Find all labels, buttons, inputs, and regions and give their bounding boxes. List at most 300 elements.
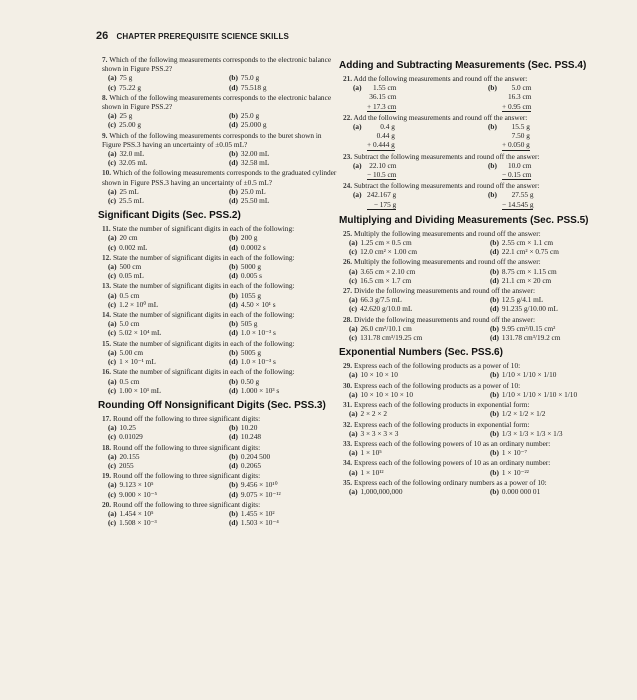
option-letter: (b): [229, 451, 238, 461]
question-text: State the number of significant digits in each of the following:: [112, 281, 295, 291]
option: [229, 243, 342, 252]
option-value: 1 × 10⁻²²: [501, 467, 529, 477]
option: [229, 73, 342, 82]
term: + 0.95 cm: [502, 101, 532, 111]
answer-options: [102, 423, 342, 441]
question-stem: [343, 315, 623, 324]
option: [108, 386, 221, 395]
option-value: 1.503 × 10⁻⁴: [240, 518, 279, 528]
stacked-terms: [502, 161, 531, 180]
term: + 17.3 cm: [367, 101, 397, 111]
term: 1.55 cm: [372, 83, 397, 93]
question: [343, 286, 623, 314]
option-letter: (a): [353, 122, 362, 132]
option-value: 25 g: [119, 111, 133, 121]
answer-options: [102, 111, 342, 129]
question-text: Which of the following measurements corresponds to the electronic balance shown in Figure PSS.2?: [102, 92, 332, 112]
option-letter: (d): [229, 489, 238, 499]
option: [108, 432, 221, 441]
option-value: 16.5 cm × 1.7 cm: [360, 275, 412, 285]
option: [108, 509, 221, 518]
option-value: 0.5 cm: [119, 376, 140, 386]
term: 16.3 cm: [507, 92, 532, 102]
option: [108, 518, 221, 527]
option: [108, 490, 221, 499]
question-number: 11.: [102, 224, 111, 234]
option-letter: (b): [490, 486, 499, 496]
question: [102, 253, 342, 281]
question-number: 18.: [102, 442, 112, 452]
stacked-terms: [367, 161, 396, 180]
question-number: 12.: [102, 252, 112, 262]
option-value: 12.0 cm² × 1.00 cm: [360, 247, 418, 257]
option-letter: (b): [229, 376, 238, 386]
page-header: [96, 30, 289, 42]
option: [229, 271, 342, 280]
option-letter: (c): [108, 82, 117, 92]
option-letter: (d): [229, 82, 238, 92]
option-letter: (b): [229, 111, 238, 121]
term: 7.50 g: [511, 131, 530, 141]
option-value: 75 g: [119, 73, 133, 83]
option-value: 1 × 10⁵: [360, 448, 382, 458]
option: [229, 490, 342, 499]
question-stem: [343, 478, 623, 487]
question-text: Subtract the following measurements and round off the answer:: [353, 181, 540, 191]
page-number: 26: [96, 30, 109, 42]
option-letter: (c): [108, 518, 117, 528]
option-value: 2055: [119, 460, 134, 470]
term: 15.5 g: [511, 122, 530, 132]
question-number: 17.: [102, 413, 112, 423]
option-value: 0.204 500: [240, 451, 271, 461]
option: [108, 357, 221, 366]
term: 27.55 g: [511, 190, 534, 200]
answer-options: [102, 348, 342, 366]
option-value: 1 × 10¹²: [360, 467, 384, 477]
option-letter: (a): [353, 190, 362, 200]
answer-options: [102, 319, 342, 337]
question-number: 30.: [343, 380, 353, 390]
option-value: 1,000,000,000: [360, 486, 403, 496]
option-letter: (a): [108, 73, 117, 83]
answer-options: [343, 370, 623, 379]
option: [229, 83, 342, 92]
question-text: Express each of the following ordinary numbers as a power of 10:: [353, 477, 547, 487]
question-number: 31.: [343, 400, 353, 410]
option-letter: (a): [108, 262, 117, 272]
option-letter: (a): [353, 160, 362, 170]
option-letter: (b): [490, 428, 499, 438]
option-value: 1.25 cm × 0.5 cm: [360, 238, 412, 248]
term: − 10.5 cm: [367, 170, 397, 180]
answer-options: [102, 377, 342, 395]
option: [349, 267, 482, 276]
column-problems: [343, 122, 623, 151]
option-value: 5.0 cm: [119, 319, 140, 329]
question-number: 27.: [343, 286, 353, 296]
question-stem: [343, 113, 623, 122]
option: [349, 468, 482, 477]
question-text: Round off the following to three significant digits:: [112, 499, 261, 509]
question: [102, 168, 342, 205]
section-heading: Exponential Numbers (Sec. PSS.6): [339, 347, 503, 359]
option: [490, 333, 623, 342]
option-value: 131.78 cm³/19.2 cm: [501, 333, 561, 343]
option: [490, 468, 623, 477]
option-letter: (a): [349, 467, 358, 477]
option: [108, 120, 221, 129]
question-number: 16.: [102, 367, 112, 377]
question-text: Round off the following to three significant digits:: [112, 413, 261, 423]
question: [343, 152, 623, 181]
option-letter: (b): [488, 190, 497, 200]
option-letter: (b): [229, 233, 238, 243]
option-value: 10 × 10 × 10: [360, 370, 398, 380]
option-value: 4.50 × 10¹ s: [240, 299, 276, 309]
stacked-terms: [502, 83, 531, 112]
question: [343, 113, 623, 151]
question-number: 24.: [343, 181, 353, 191]
question-stem: [102, 443, 342, 452]
option-letter: (c): [108, 328, 117, 338]
option-letter: (d): [229, 432, 238, 442]
option-letter: (b): [229, 508, 238, 518]
option: [229, 480, 342, 489]
question-stem: [102, 131, 342, 149]
option: [349, 304, 482, 313]
option-value: 0.0002 s: [240, 242, 266, 252]
option: [108, 423, 221, 432]
column-problem: [353, 83, 488, 112]
option: [108, 111, 221, 120]
option: [229, 196, 342, 205]
question-number: 7.: [102, 55, 108, 64]
question-number: 29.: [343, 361, 353, 371]
option-value: 0.50 g: [240, 376, 260, 386]
option-value: 8.75 cm × 1.15 cm: [501, 266, 557, 276]
option-value: 32.0 mL: [119, 149, 145, 159]
option-letter: (a): [108, 508, 117, 518]
question: [343, 74, 623, 112]
option-value: 10.248: [240, 432, 261, 442]
option-letter: (c): [108, 196, 117, 206]
question-number: 20.: [102, 499, 112, 509]
right-column: [339, 55, 623, 497]
column-problem: [353, 122, 488, 151]
option-value: 9.123 × 10⁵: [119, 480, 154, 490]
option-letter: (b): [490, 448, 499, 458]
option-value: 0.05 mL: [119, 271, 144, 281]
option: [490, 370, 623, 379]
question-number: 15.: [102, 338, 112, 348]
option-letter: (d): [229, 120, 238, 130]
question-stem: [102, 414, 342, 423]
option: [108, 196, 221, 205]
option: [349, 324, 482, 333]
answer-options: [102, 262, 342, 280]
option-value: 5.02 × 10⁴ mL: [119, 328, 162, 338]
option: [490, 487, 623, 496]
stacked-terms: [502, 122, 530, 151]
answer-options: [102, 291, 342, 309]
option-letter: (d): [229, 357, 238, 367]
option-value: 1/10 × 1/10 × 1/10: [501, 370, 557, 380]
option-letter: (a): [108, 376, 117, 386]
option: [229, 262, 342, 271]
option: [349, 370, 482, 379]
option-letter: (d): [490, 247, 499, 257]
option-value: 9.075 × 10⁻¹²: [240, 489, 281, 499]
option: [229, 291, 342, 300]
option-letter: (b): [229, 262, 238, 272]
question: [102, 471, 342, 499]
question-text: Round off the following to three significant digits:: [112, 471, 261, 481]
option-letter: (d): [229, 518, 238, 528]
question-text: Round off the following to three significant digits:: [112, 442, 261, 452]
option: [229, 111, 342, 120]
column-problems: [343, 190, 623, 209]
option-value: 0.002 mL: [119, 242, 148, 252]
question-stem: [343, 361, 623, 370]
option-value: 200 g: [240, 233, 258, 243]
option-letter: (b): [229, 186, 238, 196]
option-letter: (a): [349, 486, 358, 496]
answer-options: [102, 73, 342, 91]
option: [229, 233, 342, 242]
option: [229, 328, 342, 337]
option-letter: (a): [349, 238, 358, 248]
question-number: 34.: [343, 458, 353, 468]
question-stem: [343, 152, 623, 161]
option-letter: (a): [108, 451, 117, 461]
option: [349, 448, 482, 457]
option-letter: (b): [229, 423, 238, 433]
option-letter: (c): [349, 304, 358, 314]
section-heading: Rounding Off Nonsignificant Digits (Sec. PSS.3): [98, 399, 326, 411]
option-letter: (a): [349, 295, 358, 305]
question-stem: [343, 229, 623, 238]
option: [490, 238, 623, 247]
question-number: 9.: [102, 130, 108, 140]
option: [490, 409, 623, 418]
question-number: 22.: [343, 112, 353, 122]
term: − 175 g: [367, 200, 396, 210]
question-text: State the number of significant digits in each of the following:: [112, 252, 295, 262]
question-text: Express each of the following products in exponential form:: [353, 419, 530, 429]
column-problem: [488, 161, 623, 180]
option-letter: (d): [229, 460, 238, 470]
option: [108, 480, 221, 489]
option-letter: (a): [108, 480, 117, 490]
option-letter: (d): [490, 333, 499, 343]
option: [349, 276, 482, 285]
term: + 0.050 g: [502, 140, 530, 150]
option-letter: (d): [490, 304, 499, 314]
question-text: Express each of the following products as a power of 10:: [353, 361, 521, 371]
question: [102, 367, 342, 395]
option-value: 22.1 cm² × 0.75 cm: [501, 247, 559, 257]
question-text: State the number of significant digits in each of the following:: [112, 367, 295, 377]
option: [229, 319, 342, 328]
option-letter: (c): [108, 299, 117, 309]
question-stem: [102, 471, 342, 480]
option: [108, 73, 221, 82]
option-letter: (b): [229, 73, 238, 83]
option-value: 25.00 g: [119, 120, 141, 130]
question-stem: [102, 168, 342, 186]
option-value: 2.55 cm × 1.1 cm: [501, 238, 554, 248]
option-value: 66.3 g/7.5 mL: [360, 295, 402, 305]
option-value: 9.000 × 10⁻⁵: [119, 489, 157, 499]
question: [102, 310, 342, 338]
option-letter: (a): [108, 186, 117, 196]
option-value: 10.20: [240, 423, 258, 433]
option: [229, 158, 342, 167]
option-letter: (c): [108, 357, 117, 367]
option-value: 10 × 10 × 10 × 10: [360, 389, 413, 399]
column-problem: [488, 190, 623, 209]
option: [349, 333, 482, 342]
option-letter: (a): [108, 290, 117, 300]
answer-options: [343, 390, 623, 399]
question-stem: [343, 400, 623, 409]
option: [490, 448, 623, 457]
column-problem: [353, 190, 488, 209]
option-value: 500 cm: [119, 262, 142, 272]
option-value: 0.01029: [119, 432, 143, 442]
option-value: 1/10 × 1/10 × 1/10 × 1/10: [501, 389, 578, 399]
question-text: Express each of the following products in exponential form:: [353, 400, 530, 410]
option-letter: (c): [108, 489, 117, 499]
question-text: Divide the following measurements and round off the answer:: [353, 314, 535, 324]
option: [108, 158, 221, 167]
option-value: 20.155: [119, 451, 140, 461]
option-value: 1.454 × 10⁵: [119, 508, 154, 518]
option-letter: (b): [490, 370, 499, 380]
question-stem: [343, 181, 623, 190]
option: [490, 276, 623, 285]
option-value: 5.00 cm: [119, 347, 144, 357]
term: − 0.15 cm: [502, 170, 532, 180]
question: [343, 361, 623, 379]
option: [229, 432, 342, 441]
option-letter: (d): [229, 242, 238, 252]
question-text: Which of the following measurements corresponds to the electronic balance shown in Figure PSS.2?: [102, 55, 332, 74]
option: [229, 518, 342, 527]
option: [229, 348, 342, 357]
question: [102, 414, 342, 442]
option: [490, 295, 623, 304]
question-stem: [102, 224, 342, 233]
term: 22.10 cm: [369, 160, 397, 170]
option-letter: (a): [349, 266, 358, 276]
option-letter: (a): [349, 428, 358, 438]
option-letter: (d): [490, 275, 499, 285]
question-text: Which of the following measurements corresponds to the graduated cylinder shown in Figure PSS.3 having an uncertainty of ±0.5 mL?: [102, 168, 337, 187]
option-value: 1.2 × 10⁰ mL: [119, 299, 159, 309]
option: [229, 300, 342, 309]
option: [108, 271, 221, 280]
option-value: 21.1 cm × 20 cm: [501, 275, 552, 285]
question-text: State the number of significant digits in each of the following:: [112, 224, 295, 234]
option: [490, 324, 623, 333]
question-stem: [343, 458, 623, 467]
option: [490, 267, 623, 276]
option-value: 0.2065: [240, 460, 261, 470]
option: [108, 243, 221, 252]
option-value: 505 g: [240, 319, 258, 329]
question: [343, 420, 623, 438]
question: [343, 181, 623, 210]
option-value: 1.00 × 10¹ mL: [119, 385, 162, 395]
option-letter: (c): [108, 158, 117, 168]
option-letter: (b): [229, 347, 238, 357]
question-stem: [343, 286, 623, 295]
question-text: Add the following measurements and round off the answer:: [353, 112, 528, 122]
section-heading: Significant Digits (Sec. PSS.2): [98, 210, 241, 222]
option: [108, 452, 221, 461]
option-value: 1 × 10⁻¹ mL: [119, 357, 156, 367]
question: [343, 478, 623, 496]
option-letter: (d): [229, 158, 238, 168]
option-letter: (b): [490, 389, 499, 399]
option-letter: (b): [229, 290, 238, 300]
question-number: 32.: [343, 419, 353, 429]
option: [490, 390, 623, 399]
question: [343, 400, 623, 418]
option-letter: (b): [490, 467, 499, 477]
option-value: 25.0 mL: [240, 186, 266, 196]
option: [229, 120, 342, 129]
option: [108, 328, 221, 337]
option: [349, 390, 482, 399]
option: [349, 295, 482, 304]
option: [229, 386, 342, 395]
question-stem: [102, 93, 342, 111]
option: [349, 247, 482, 256]
stacked-terms: [367, 122, 395, 151]
question-text: Subtract the following measurements and round off the answer:: [353, 151, 540, 161]
option-value: 1 × 10⁻⁷: [501, 448, 528, 458]
question-number: 28.: [343, 314, 353, 324]
option: [490, 247, 623, 256]
option-value: 3.65 cm × 2.10 cm: [360, 266, 416, 276]
question: [102, 281, 342, 309]
answer-options: [343, 238, 623, 256]
question-number: 35.: [343, 477, 353, 487]
question: [102, 93, 342, 130]
column-problem: [353, 161, 488, 180]
option-letter: (d): [229, 385, 238, 395]
question: [102, 443, 342, 471]
option-value: 131.78 cm³/19.25 cm: [360, 333, 423, 343]
question-stem: [102, 500, 342, 509]
question-text: Divide the following measurements and round off the answer:: [353, 286, 535, 296]
option-value: 1055 g: [240, 290, 261, 300]
question-number: 23.: [343, 151, 353, 161]
option-value: 1.455 × 10²: [240, 508, 275, 518]
question: [102, 131, 342, 168]
question-stem: [343, 257, 623, 266]
option-value: 9.456 × 10¹⁰: [240, 480, 278, 490]
question-text: Express each of the following powers of 10 as an ordinary number:: [353, 458, 551, 468]
option-value: 5005 g: [240, 347, 261, 357]
answer-options: [343, 487, 623, 496]
question: [102, 500, 342, 528]
option: [490, 304, 623, 313]
option: [108, 83, 221, 92]
